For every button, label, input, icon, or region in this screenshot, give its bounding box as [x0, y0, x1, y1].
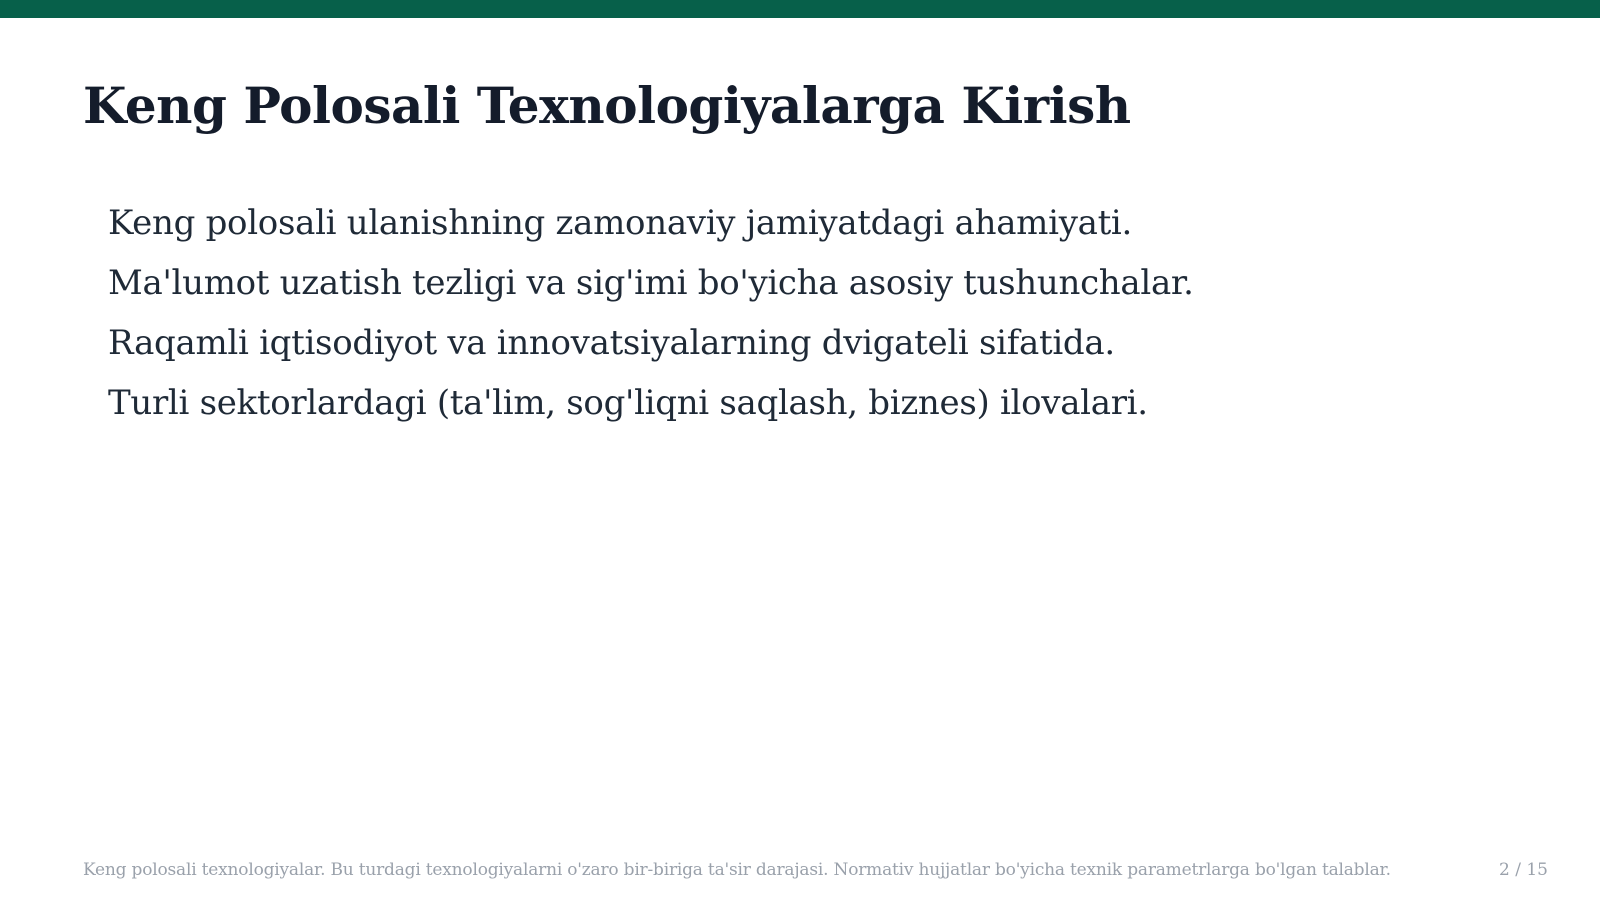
page-counter: 2 / 15 — [1499, 860, 1548, 880]
bullet-item: Raqamli iqtisodiyot va innovatsiyalarning dvigateli sifatida. — [108, 323, 1115, 363]
footer-caption: Keng polosali texnologiyalar. Bu turdagi texnologiyalarni o'zaro bir-biriga ta'sir darajasi. Normativ hujjatlar bo'yicha texnik parametrlarga bo'lgan talablar. — [83, 860, 1391, 880]
bullet-list — [108, 193, 1194, 433]
slide-title: Keng Polosali Texnologiyalarga Kirish — [83, 76, 1131, 135]
bullet-item: Turli sektorlardagi (ta'lim, sog'liqni saqlash, biznes) ilovalari. — [108, 383, 1148, 423]
bullet-item: Ma'lumot uzatish tezligi va sig'imi bo'yicha asosiy tushunchalar. — [108, 263, 1194, 303]
bullet-item: Keng polosali ulanishning zamonaviy jamiyatdagi ahamiyati. — [108, 203, 1133, 243]
top-accent-bar — [0, 0, 1600, 18]
